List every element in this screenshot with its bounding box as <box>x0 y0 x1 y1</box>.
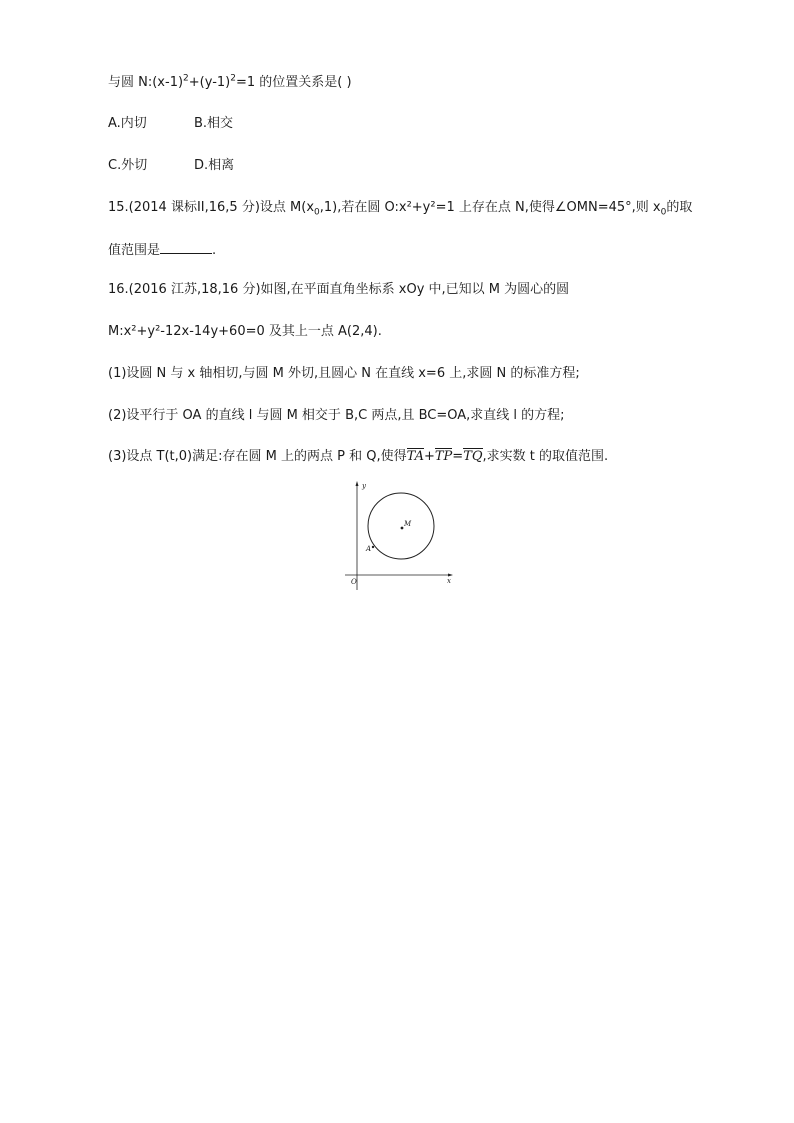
q14-options-row-1 <box>108 115 233 133</box>
q16-part-2: (2)设平行于 OA 的直线 l 与圆 M 相交于 B,C 两点,且 BC=OA,求直线 l 的方程; <box>108 408 565 423</box>
coordinate-figure <box>340 478 458 594</box>
option-c: C.外切 <box>108 158 148 173</box>
x-axis-label: x <box>447 577 451 585</box>
q16-line-1: 16.(2016 江苏,18,16 分)如图,在平面直角坐标系 xOy 中,已知以 M 为圆心的圆 <box>108 282 570 297</box>
center-point-m <box>401 527 404 530</box>
origin-label: O <box>351 578 357 586</box>
vector-tq: TQ <box>463 449 483 464</box>
vector-tp: TP <box>434 449 453 464</box>
answer-blank <box>160 241 212 254</box>
q15-line-1: 15.(2014 课标II,16,5 分)设点 $M(x_0,1)$,若在圆 O:x²+y²=1 上存在点 N,使得∠OMN=45°,则 $x_0$的取 <box>108 200 693 218</box>
q15-line-2: 值范围是 . <box>108 243 217 258</box>
option-a: A.内切 <box>108 116 147 131</box>
center-label-m: M <box>404 520 412 528</box>
q16-part-1: (1)设圆 N 与 x 轴相切,与圆 M 外切,且圆心 N 在直线 x=6 上,求圆 N 的标准方程; <box>108 366 580 381</box>
q14-stem-tail: 与圆 $N:(x-1)^2+(y-1)^2=1$ 的位置关系是( ) <box>108 73 352 90</box>
circle-m <box>368 493 434 559</box>
option-d: D.相离 <box>194 158 235 173</box>
option-b: B.相交 <box>194 116 234 131</box>
point-a <box>372 546 374 548</box>
point-a-label: A <box>366 545 372 553</box>
q16-line-2: M:x²+y²-12x-14y+60=0 及其上一点 A(2,4). <box>108 324 382 339</box>
vector-ta: TA <box>406 449 424 464</box>
q14-options-row-2 <box>108 157 234 175</box>
y-axis-label: y <box>362 482 366 490</box>
q16-part-3: (3)设点 T(t,0)满足:存在圆 M 上的两点 P 和 Q,使得TA+TP=TQ,求实数 t 的取值范围. <box>108 449 609 464</box>
y-axis-arrow <box>356 481 359 486</box>
